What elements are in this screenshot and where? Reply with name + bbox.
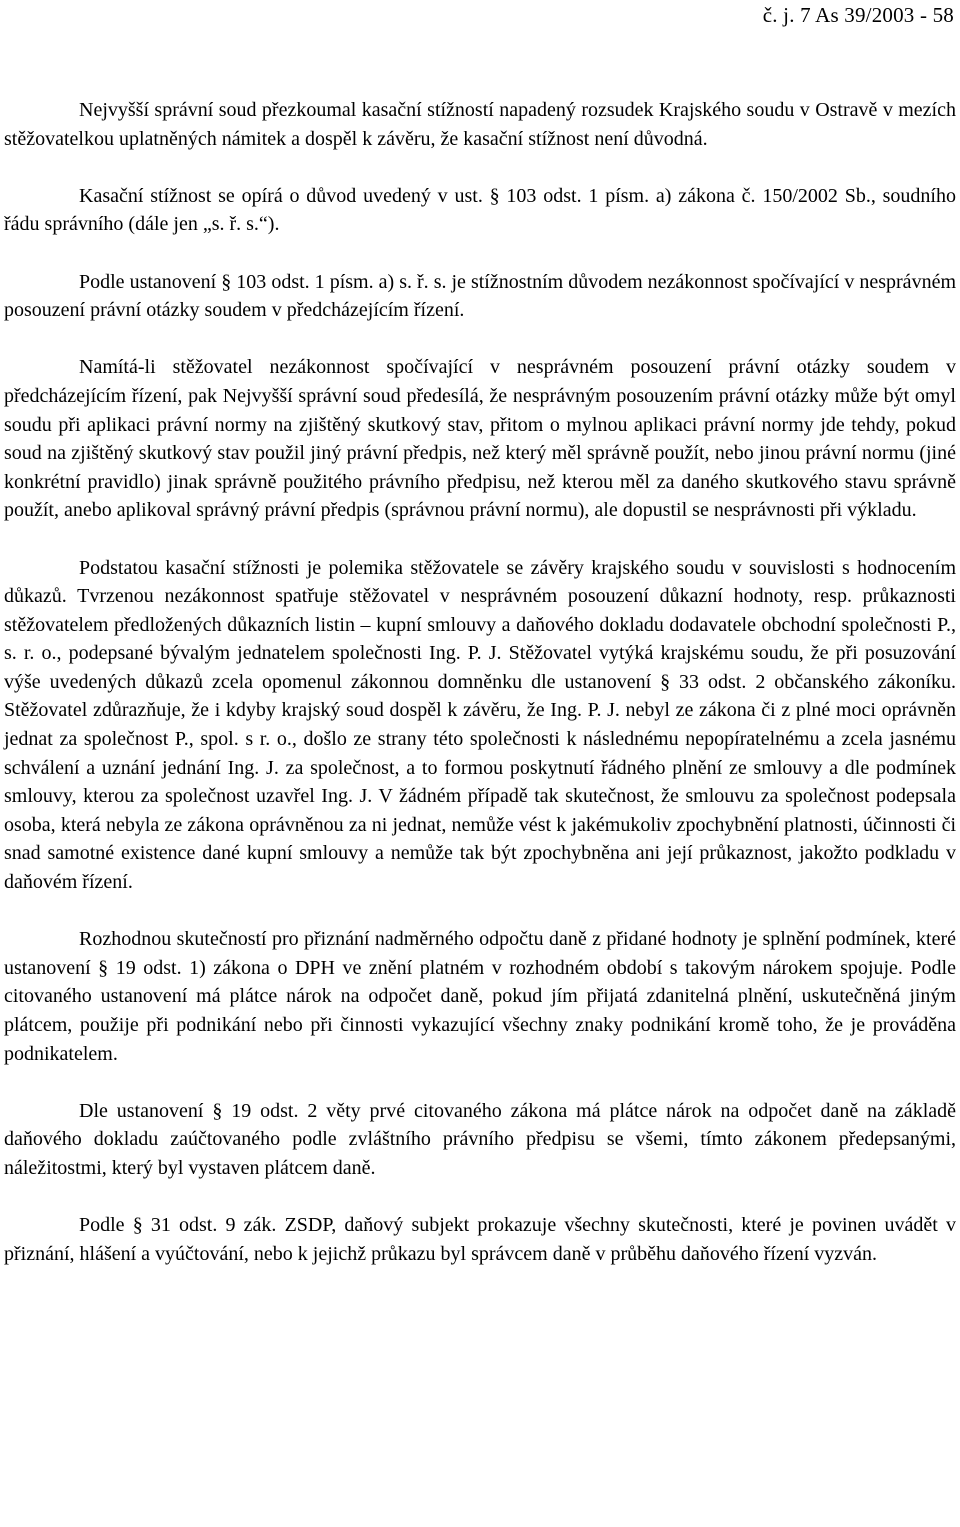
paragraph: Rozhodnou skutečností pro přiznání nadměrného odpočtu daně z přidané hodnoty je splnění podmínek, které ustanovení § 19 odst. 1) zákona o DPH ve znění platném v rozhodném období s takovým nárokem spojuje. Podle citovaného ustanovení má plátce nárok na odpočet daně, pokud jím přijatá zdanitelná plnění, uskutečněná jiným plátcem, použije při podnikání nebo při činnosti vykazující všechny znaky podnikání kromě toho, že je prováděna podnikatelem. (4, 928, 956, 1065)
document-body (4, 96, 956, 1268)
paragraph: Podstatou kasační stížnosti je polemika stěžovatele se závěry krajského soudu v souvislosti s hodnocením důkazů. Tvrzenou nezákonnost spatřuje stěžovatel v nesprávném posouzení důkazní hodnoty, resp. průkaznosti stěžovatelem předložených důkazních listin – kupní smlouvy a daňového dokladu dodavatele obchodní společnosti P., s. r. o., podepsané bývalým jednatelem společnosti Ing. P. J. Stěžovatel vytýká krajskému soudu, že při posuzování výše uvedených důkazů zcela opomenul zákonnou domněnku dle ustanovení § 33 odst. 2 občanského zákoníku. Stěžovatel zdůrazňuje, že i kdyby krajský soud dospěl k závěru, že Ing. P. J. nebyl ze zákona či z plné moci oprávněn jednat za společnost P., spol. s r. o., došlo ze strany této společnosti k následnému nepopíratelnému a zcela jasnému schválení a uznání jednání Ing. J. za společnost, a to formou poskytnutí řádného plnění ze smlouvy a dle podmínek smlouvy, kterou za společnost uzavřel Ing. J. V žádném případě tak skutečnost, že smlouvu za společnost podepsala osoba, která nebyla ze zákona oprávněnou za ni jednat, nemůže vést k jakémukoliv zpochybnění platnosti, účinnosti či snad samotné existence dané kupní smlouvy a nemůže tak být zpochybněna ani její průkaznost, jakožto podkladu v daňovém řízení. (4, 556, 956, 894)
paragraph: Podle ustanovení § 103 odst. 1 písm. a) s. ř. s. je stížnostním důvodem nezákonnost spočívající v nesprávném posouzení právní otázky soudem v předcházejícím řízení. (4, 270, 956, 322)
paragraph: Nejvyšší správní soud přezkoumal kasační stížností napadený rozsudek Krajského soudu v Ostravě v mezích stěžovatelkou uplatněných námitek a dospěl k závěru, že kasační stížnost není důvodná. (4, 99, 956, 150)
case-reference: č. j. 7 As 39/2003 - 58 (762, 3, 954, 27)
paragraph: Dle ustanovení § 19 odst. 2 věty prvé citovaného zákona má plátce nárok na odpočet daně na základě daňového dokladu zaúčtovaného podle zvláštního právního předpisu se všemi, tímto zákonem předepsanými, náležitostmi, který byl vystaven plátcem daně. (4, 1099, 956, 1179)
paragraph: Kasační stížnost se opírá o důvod uvedený v ust. § 103 odst. 1 písm. a) zákona č. 150/2002 Sb., soudního řádu správního (dále jen „s. ř. s.“). (4, 184, 956, 236)
paragraph: Namítá-li stěžovatel nezákonnost spočívající v nesprávném posouzení právní otázky soudem v předcházejícím řízení, pak Nejvyšší správní soud předesílá, že nesprávným posouzením právní otázky může být omyl soudu při aplikaci právní normy na zjištěný skutkový stav, přitom o mylnou aplikaci právní normy jde tehdy, pokud soud na zjištěný skutkový stav použil jiný právní předpis, než který měl správně použít, nebo jinou právní normu (jiné konkrétní pravidlo) jinak správně použitého právního předpisu, než kterou měl za daného skutkového stavu správně použít, anebo aplikoval správný právní předpis (správnou právní normu), ale dopustil se nesprávnosti při výkladu. (4, 356, 956, 522)
paragraph: Podle § 31 odst. 9 zák. ZSDP, daňový subjekt prokazuje všechny skutečnosti, které je povinen uvádět v přiznání, hlášení a vyúčtování, nebo k jejichž průkazu byl správcem daně v průběhu daňového řízení vyzván. (4, 1214, 956, 1265)
